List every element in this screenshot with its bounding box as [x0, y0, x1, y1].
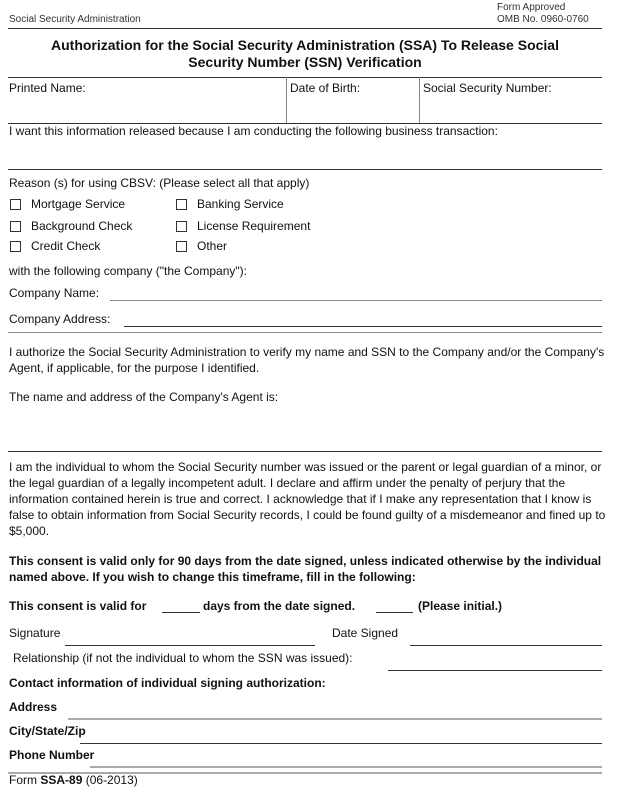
- checkbox-label: Mortgage Service: [31, 197, 126, 211]
- contact-heading: Contact information of individual signing authorization:: [9, 676, 326, 690]
- divider: [8, 332, 602, 333]
- checkbox-credit-check[interactable]: [10, 241, 21, 252]
- checkbox-label: Banking Service: [197, 197, 284, 211]
- form-id: SSA-89: [40, 773, 83, 787]
- agent-field[interactable]: [8, 451, 602, 452]
- divider: [286, 77, 287, 123]
- form-approved: Form Approved: [497, 2, 566, 13]
- checkbox-label: Background Check: [31, 219, 133, 233]
- declaration-text: I am the individual to whom the Social Security number was issued or the parent or legal guardian of a minor, or the legal guardian of a legally incompetent adult. I declare and affirm under the penalty of perjury that the information contained herein is true and correct. I acknowledge that if I make any representation that I know is false to obtain information from Social Security records, I could be found guilty of a misdemeanor and fined up to $5,000.: [9, 460, 606, 538]
- signature-field[interactable]: [65, 645, 315, 646]
- ssn-label: Social Security Number:: [423, 81, 552, 95]
- company-name-field[interactable]: [110, 300, 602, 301]
- checkbox-background-check[interactable]: [10, 221, 21, 232]
- printed-name-label: Printed Name:: [9, 81, 86, 95]
- checkbox-license-requirement[interactable]: [176, 221, 187, 232]
- transaction-label: I want this information released because I am conducting the following business transaction:: [9, 124, 498, 138]
- company-name-label: Company Name:: [9, 286, 100, 300]
- form-prefix: Form: [9, 773, 37, 787]
- checkbox-mortgage-service[interactable]: [10, 199, 21, 210]
- agency-name: Social Security Administration: [9, 14, 141, 25]
- page-title: Authorization for the Social Security Administration (SSA) To Release Social: [51, 37, 559, 53]
- timeframe-text-2: days from the date signed.: [203, 599, 356, 613]
- consent-text: This consent is valid only for 90 days from the date signed, unless indicated otherwise by the individual named above. If you wish to change this timeframe, fill in the following:: [9, 554, 602, 584]
- divider: [8, 77, 602, 78]
- divider: [8, 28, 602, 29]
- company-address-label: Company Address:: [9, 312, 111, 326]
- form-date: (06-2013): [85, 773, 138, 787]
- checkbox-label: License Requirement: [197, 219, 311, 233]
- company-intro: with the following company ("the Company"):: [9, 264, 247, 278]
- reasons-label: Reason (s) for using CBSV: (Please select all that apply): [9, 176, 310, 190]
- days-field[interactable]: [162, 612, 200, 613]
- address-label: Address: [9, 700, 58, 714]
- checkbox-other[interactable]: [176, 241, 187, 252]
- address-field[interactable]: [68, 718, 602, 720]
- checkbox-banking-service[interactable]: [176, 199, 187, 210]
- date-signed-field[interactable]: [410, 645, 602, 646]
- transaction-field[interactable]: [8, 169, 602, 170]
- page-title-line2: Security Number (SSN) Verification: [188, 54, 422, 70]
- form-number: [9, 773, 138, 787]
- phone-field[interactable]: [90, 766, 602, 768]
- checkbox-label: Other: [197, 239, 228, 253]
- relationship-field[interactable]: [388, 670, 602, 671]
- phone-label: Phone Number: [9, 748, 95, 762]
- relationship-label: Relationship (if not the individual to whom the SSN was issued):: [13, 651, 353, 665]
- date-signed-label: Date Signed: [332, 626, 399, 640]
- divider: [419, 77, 420, 123]
- agent-label: The name and address of the Company's Agent is:: [9, 390, 279, 404]
- timeframe-text-1: This consent is valid for: [9, 599, 147, 613]
- initial-field[interactable]: [376, 612, 413, 613]
- omb-number: OMB No. 0960-0760: [497, 14, 589, 25]
- city-state-zip-field[interactable]: [80, 743, 602, 744]
- signature-label: Signature: [9, 626, 61, 640]
- company-address-field[interactable]: [124, 326, 602, 327]
- city-state-zip-label: City/State/Zip: [9, 724, 86, 738]
- checkbox-label: Credit Check: [31, 239, 101, 253]
- timeframe-text-3: (Please initial.): [418, 599, 503, 613]
- dob-label: Date of Birth:: [290, 81, 361, 95]
- authorize-text: I authorize the Social Security Administration to verify my name and SSN to the Company and/or the Company's Agent, if applicable, for the purpose I identified.: [9, 345, 605, 375]
